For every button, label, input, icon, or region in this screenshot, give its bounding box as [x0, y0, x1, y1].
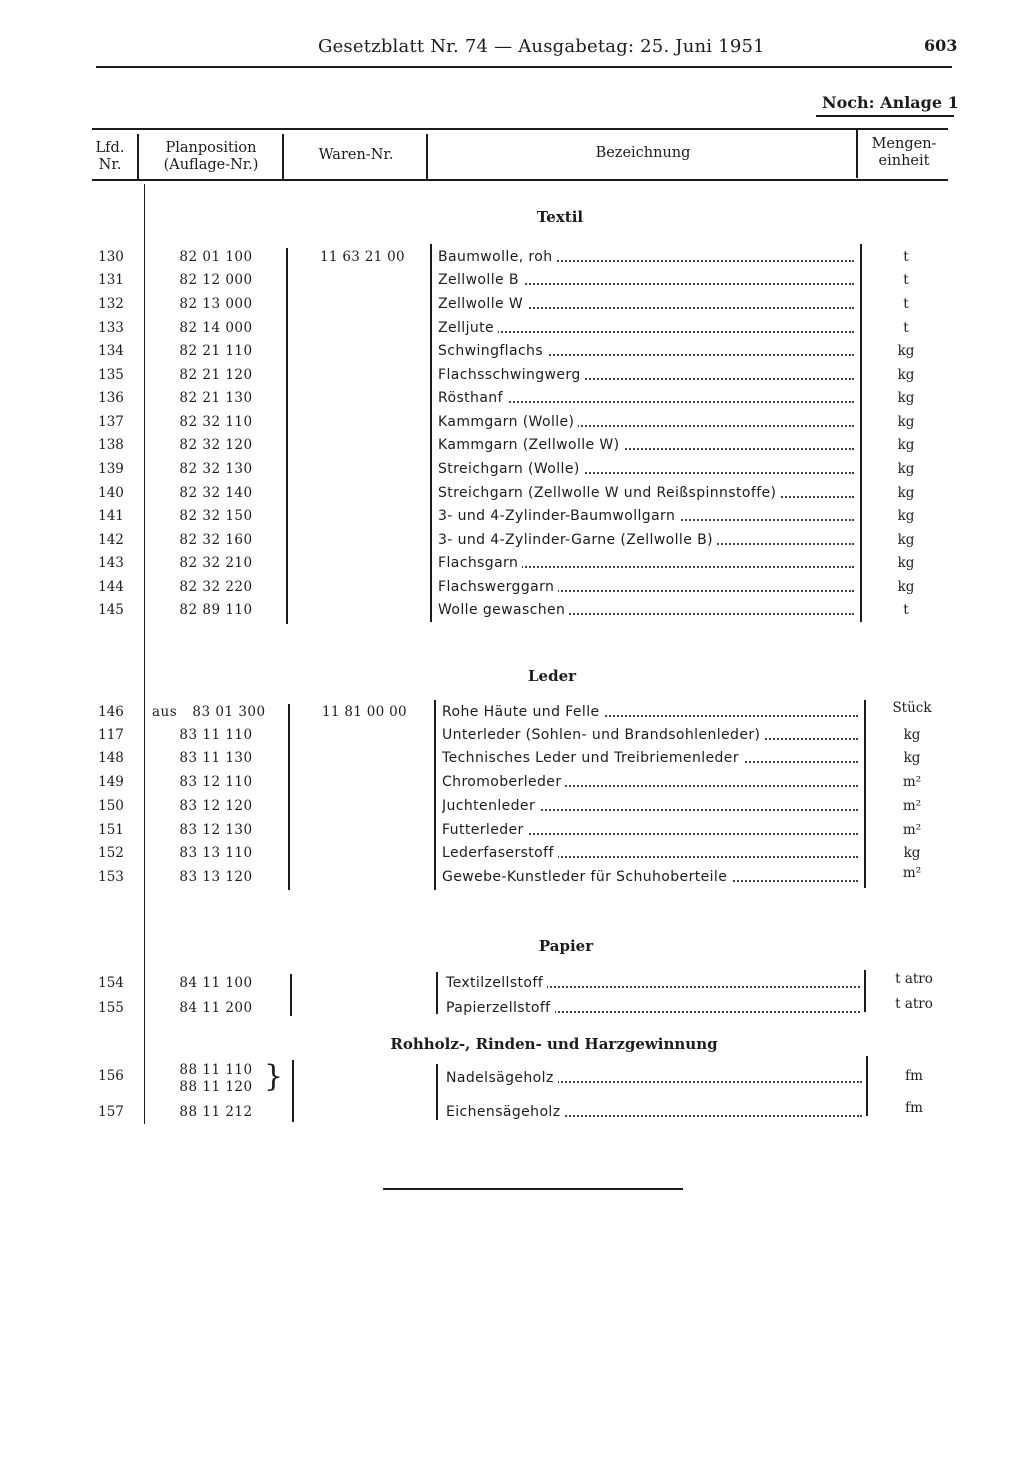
row-bezeichnung: Schwingflachs: [438, 341, 854, 361]
header-divider-3: [426, 134, 428, 180]
row-number: 152: [98, 845, 124, 861]
table-row: [0, 530, 1024, 550]
row-number: 150: [98, 798, 124, 814]
row-number: 156: [98, 1068, 124, 1084]
table-row: [0, 294, 1024, 314]
row-planposition: 82 32 220: [179, 579, 253, 595]
row-number: 131: [98, 272, 124, 288]
row-planposition: 82 12 000: [179, 272, 253, 288]
row-bezeichnung: Unterleder (Sohlen- und Brandsohlenleder): [442, 725, 858, 745]
row-number: 136: [98, 390, 124, 406]
row-waren-nr: 11 81 00 00: [322, 704, 407, 720]
row-bezeichnung: Lederfaserstoff: [442, 843, 858, 863]
row-number: 142: [98, 532, 124, 548]
row-planposition: aus 83 01 300: [152, 704, 266, 720]
row-mengeneinheit: kg: [897, 485, 915, 501]
row-planposition: 82 21 110: [179, 343, 253, 359]
row-planposition: 88 11 212: [179, 1104, 253, 1120]
row-mengeneinheit: t atro: [895, 996, 933, 1012]
row-planposition: 84 11 100: [179, 975, 253, 991]
row-bezeichnung: Textilzellstoff: [446, 973, 860, 993]
table-header-bottom-rule: [92, 179, 948, 181]
row-mengeneinheit: m²: [902, 822, 922, 838]
table-row: [0, 577, 1024, 597]
row-bezeichnung: Flachsschwingwerg: [438, 365, 854, 385]
row-bezeichnung: Zellwolle B: [438, 270, 854, 290]
row-bezeichnung: Flachsgarn: [438, 553, 854, 573]
row-number: 157: [98, 1104, 124, 1120]
row-number: 145: [98, 602, 124, 618]
row-number: 141: [98, 508, 124, 524]
table-row: [0, 998, 1024, 1018]
row-mengeneinheit: kg: [897, 390, 915, 406]
table-row: [0, 820, 1024, 840]
row-planposition: 82 89 110: [179, 602, 253, 618]
row-planposition: 84 11 200: [179, 1000, 253, 1016]
row-bezeichnung: Papierzellstoff: [446, 998, 860, 1018]
row-bezeichnung: Eichensägeholz: [446, 1102, 862, 1122]
table-row: [0, 270, 1024, 290]
row-bezeichnung: Kammgarn (Wolle): [438, 412, 854, 432]
brace-icon: }: [264, 1059, 284, 1094]
row-bezeichnung: 3- und 4-Zylinder-Garne (Zellwolle B): [438, 530, 854, 550]
row-mengeneinheit: kg: [897, 414, 915, 430]
row-waren-nr: 11 63 21 00: [320, 249, 405, 265]
table-row: [0, 973, 1024, 993]
column-header-planposition: Planposition (Auflage-Nr.): [163, 140, 259, 173]
row-mengeneinheit: Stück: [892, 700, 932, 716]
row-planposition: 82 21 120: [179, 367, 253, 383]
annex-label: Noch: Anlage 1: [822, 93, 959, 112]
row-number: 140: [98, 485, 124, 501]
table-row: [0, 459, 1024, 479]
row-planposition: 83 13 120: [179, 869, 253, 885]
row-number: 117: [98, 727, 124, 743]
row-bezeichnung: Flachswerggarn: [438, 577, 854, 597]
row-number: 146: [98, 704, 124, 720]
row-mengeneinheit: fm: [905, 1100, 923, 1116]
table-row: [0, 553, 1024, 573]
row-bezeichnung: Zelljute: [438, 318, 854, 338]
row-bezeichnung: Baumwolle, roh: [438, 247, 854, 267]
row-bezeichnung: 3- und 4-Zylinder-Baumwollgarn: [438, 506, 854, 526]
row-number: 130: [98, 249, 124, 265]
row-planposition: 83 12 120: [179, 798, 253, 814]
row-mengeneinheit: kg: [897, 508, 915, 524]
row-bezeichnung: Streichgarn (Wolle): [438, 459, 854, 479]
section-title-papier: Papier: [538, 937, 594, 955]
row-mengeneinheit: t: [903, 320, 909, 336]
row-number: 153: [98, 869, 124, 885]
footer-rule: [383, 1188, 683, 1190]
row-mengeneinheit: m²: [902, 798, 922, 814]
table-top-rule: [92, 128, 948, 130]
row-mengeneinheit: kg: [897, 555, 915, 571]
row-mengeneinheit: t: [903, 272, 909, 288]
page-header-title: Gesetzblatt Nr. 74 — Ausgabetag: 25. Juni 1951: [318, 36, 765, 57]
row-planposition: 82 32 120: [179, 437, 253, 453]
table-row: [0, 796, 1024, 816]
table-row: [0, 435, 1024, 455]
row-bezeichnung: Futterleder: [442, 820, 858, 840]
row-bezeichnung: Rösthanf: [438, 388, 854, 408]
table-row: [0, 365, 1024, 385]
planposition-line-1: 88 11 110: [179, 1062, 253, 1078]
section-title-rohholz: Rohholz-, Rinden- und Harzgewinnung: [390, 1035, 718, 1053]
row-mengeneinheit: kg: [897, 461, 915, 477]
row-planposition: 82 01 100: [179, 249, 253, 265]
section-title-textil: Textil: [536, 208, 584, 226]
row-planposition: 82 32 150: [179, 508, 253, 524]
row-planposition: 82 32 140: [179, 485, 253, 501]
row-number: 134: [98, 343, 124, 359]
table-row: [0, 772, 1024, 792]
table-row: [0, 483, 1024, 503]
table-row: [0, 412, 1024, 432]
row-bezeichnung: Wolle gewaschen: [438, 600, 854, 620]
row-bezeichnung: Juchtenleder: [442, 796, 858, 816]
row-planposition: 83 12 110: [179, 774, 253, 790]
planposition-line-2: 88 11 120: [179, 1079, 253, 1095]
table-row: [0, 843, 1024, 863]
row-number: 133: [98, 320, 124, 336]
row-bezeichnung: Kammgarn (Zellwolle W): [438, 435, 854, 455]
table-row: [0, 1062, 1024, 1095]
header-divider-1: [137, 134, 139, 180]
table-row: [0, 506, 1024, 526]
header-divider-4: [856, 128, 858, 178]
row-number: 148: [98, 750, 124, 766]
row-mengeneinheit: t: [903, 296, 909, 312]
row-planposition: 82 13 000: [179, 296, 253, 312]
row-mengeneinheit: kg: [897, 343, 915, 359]
row-number: 139: [98, 461, 124, 477]
row-mengeneinheit: t: [903, 249, 909, 265]
row-number: 138: [98, 437, 124, 453]
row-planposition: 82 32 210: [179, 555, 253, 571]
row-number: 144: [98, 579, 124, 595]
row-mengeneinheit: kg: [897, 532, 915, 548]
row-number: 143: [98, 555, 124, 571]
row-mengeneinheit: kg: [897, 579, 915, 595]
annex-underline: [816, 115, 954, 117]
table-row: [0, 388, 1024, 408]
row-mengeneinheit: m²: [902, 865, 922, 881]
table-row: [0, 247, 1024, 267]
table-row: [0, 702, 1024, 722]
table-row: [0, 725, 1024, 745]
row-planposition: 82 32 130: [179, 461, 253, 477]
table-row: [0, 1102, 1024, 1122]
header-rule: [96, 66, 952, 68]
row-planposition: 82 14 000: [179, 320, 253, 336]
row-mengeneinheit: kg: [903, 750, 921, 766]
row-planposition: 82 32 160: [179, 532, 253, 548]
row-bezeichnung: Technisches Leder und Treibriemenleder: [442, 748, 858, 768]
row-bezeichnung: Nadelsägeholz: [446, 1068, 862, 1088]
row-planposition: 83 11 110: [179, 727, 253, 743]
row-mengeneinheit: t: [903, 602, 909, 618]
header-divider-2: [282, 134, 284, 180]
row-bezeichnung: Chromoberleder: [442, 772, 858, 792]
row-number: 149: [98, 774, 124, 790]
table-row: [0, 318, 1024, 338]
row-number: 135: [98, 367, 124, 383]
row-bezeichnung: Gewebe-Kunstleder für Schuhoberteile: [442, 867, 858, 887]
row-mengeneinheit: kg: [903, 727, 921, 743]
row-planposition: 82 32 110: [179, 414, 253, 430]
table-row: [0, 600, 1024, 620]
row-mengeneinheit: kg: [903, 845, 921, 861]
row-number: 155: [98, 1000, 124, 1016]
row-mengeneinheit: t atro: [895, 971, 933, 987]
row-mengeneinheit: kg: [897, 437, 915, 453]
table-row: [0, 867, 1024, 887]
row-bezeichnung: Streichgarn (Zellwolle W und Reißspinnstoffe): [438, 483, 854, 503]
aus-prefix: aus: [152, 704, 178, 720]
section-title-leder: Leder: [527, 667, 577, 685]
table-row: [0, 341, 1024, 361]
row-mengeneinheit: m²: [902, 774, 922, 790]
row-mengeneinheit: kg: [897, 367, 915, 383]
column-header-waren-nr: Waren-Nr.: [318, 147, 394, 163]
row-number: 137: [98, 414, 124, 430]
row-bezeichnung: Rohe Häute und Felle: [442, 702, 858, 722]
column-header-mengeneinheit: Mengen- einheit: [871, 136, 937, 169]
row-planposition: [150, 1059, 284, 1096]
row-planposition: 82 21 130: [179, 390, 253, 406]
row-planposition: 83 12 130: [179, 822, 253, 838]
column-header-lfd-nr: Lfd. Nr.: [95, 140, 125, 173]
row-number: 151: [98, 822, 124, 838]
page-number: 603: [924, 36, 958, 55]
table-row: [0, 748, 1024, 768]
row-mengeneinheit: fm: [905, 1068, 923, 1084]
row-planposition: 83 11 130: [179, 750, 253, 766]
row-planposition: 83 13 110: [179, 845, 253, 861]
row-number: 154: [98, 975, 124, 991]
row-number: 132: [98, 296, 124, 312]
row-bezeichnung: Zellwolle W: [438, 294, 854, 314]
column-header-bezeichnung: Bezeichnung: [595, 145, 691, 161]
